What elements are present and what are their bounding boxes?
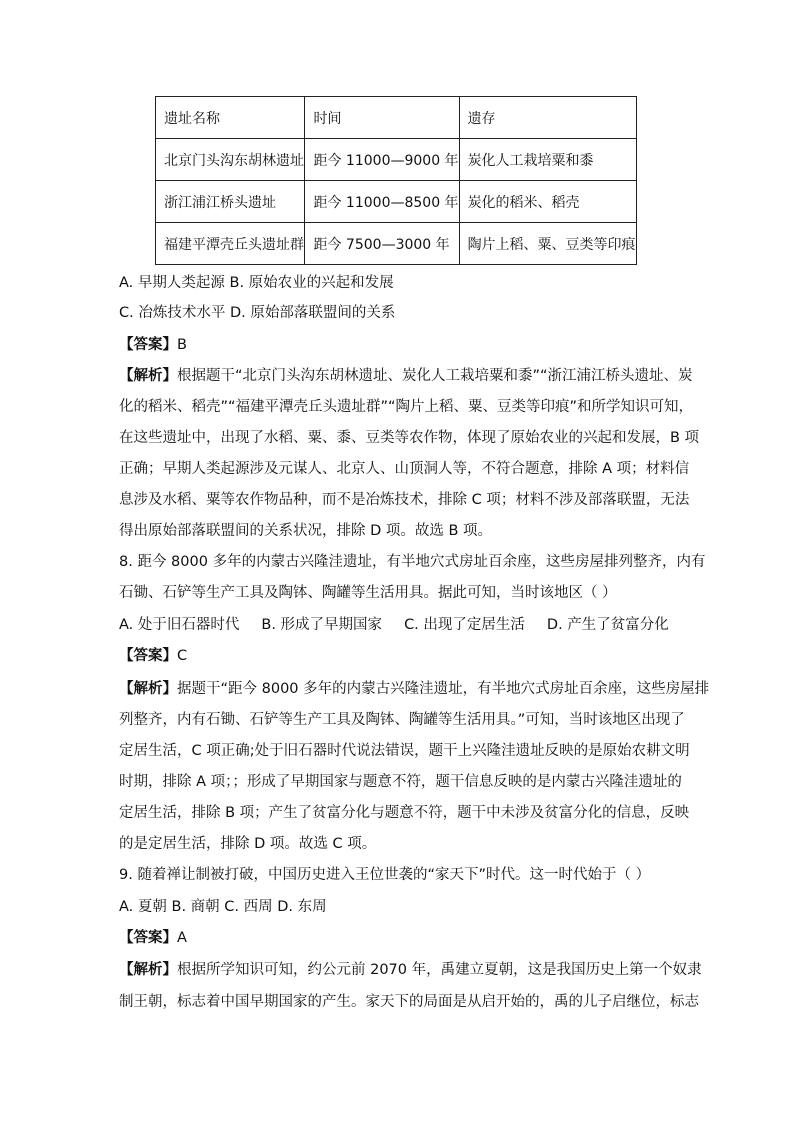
q8-answer — [119, 646, 187, 666]
table-cell: 距今 11000—9000 年 — [305, 139, 459, 181]
answer-value: B — [177, 337, 187, 353]
q7-analysis-line: 息涉及水稻、粟等农作物品种，而不是冶炼技术，排除 C 项；材料不涉及部落联盟，无法 — [119, 492, 690, 508]
q7-analysis-line: 得出原始部落联盟间的关系状况，排除 D 项。故选 B 项。 — [119, 523, 493, 539]
relics-table — [155, 96, 637, 265]
analysis-label: 【解析】 — [119, 962, 177, 978]
q7-analysis-line: 正确；早期人类起源涉及元谋人、北京人、山顶洞人等，不符合题意，排除 A 项；材料信 — [119, 461, 690, 477]
table-cell: 炭化的稻米、稻壳 — [459, 181, 636, 223]
q7-analysis-line — [119, 366, 693, 386]
q9-options: A. 夏朝 B. 商朝 C. 西周 D. 东周 — [119, 899, 327, 915]
option-a: A. 处于旧石器时代 — [119, 617, 240, 633]
table-row — [156, 181, 637, 223]
option-d: D. 产生了贫富分化 — [546, 617, 669, 633]
q8-stem-line: 石锄、石铲等生产工具及陶钵、陶罐等生活用具。据此可知，当时该地区（ ） — [119, 585, 617, 601]
option-c: C. 出现了定居生活 — [404, 617, 525, 633]
q8-analysis-line: 定居生活，C 项正确;处于旧石器时代说法错误，题干上兴隆洼遗址反映的是原始农耕文明 — [119, 743, 690, 759]
analysis-text: 据题干“距今 8000 多年的内蒙古兴隆洼遗址，有半地穴式房址百余座，这些房屋排 — [177, 681, 710, 697]
q9-analysis-line: 制王朝，标志着中国早期国家的产生。家天下的局面是从启开始的，禹的儿子启继位，标志 — [119, 994, 699, 1010]
answer-label: 【答案】 — [119, 648, 177, 664]
analysis-label: 【解析】 — [119, 368, 177, 384]
table-row — [156, 223, 637, 265]
answer-value: A — [177, 930, 187, 946]
table-cell: 北京门头沟东胡林遗址 — [156, 139, 305, 181]
table-header-row — [156, 97, 637, 139]
analysis-text: 根据所学知识可知，约公元前 2070 年，禹建立夏朝，这是我国历史上第一个奴隶 — [177, 962, 702, 978]
q7-options-line-1: A. 早期人类起源 B. 原始农业的兴起和发展 — [119, 275, 394, 291]
q8-analysis-line — [119, 679, 710, 699]
q7-analysis-line: 在这些遗址中，出现了水稻、粟、黍、豆类等农作物，体现了原始农业的兴起和发展，B 项 — [119, 430, 700, 446]
option-b: B. 形成了早期国家 — [261, 617, 383, 633]
q8-analysis-line: 定居生活，排除 B 项；产生了贫富分化与题意不符，题干中未涉及贫富分化的信息，反映 — [119, 805, 690, 821]
analysis-text: 根据题干“北京门头沟东胡林遗址、炭化人工栽培粟和黍”“浙江浦江桥头遗址、炭 — [177, 368, 693, 384]
q9-analysis-line — [119, 960, 702, 980]
q8-analysis-line: 列整齐，内有石锄、石铲等生产工具及陶钵、陶罐等生活用具。”可知，当时该地区出现了 — [119, 712, 685, 728]
table-cell: 炭化人工栽培粟和黍 — [459, 139, 636, 181]
answer-value: C — [177, 648, 188, 664]
table-cell: 陶片上稻、粟、豆类等印痕 — [459, 223, 636, 265]
table-row — [156, 139, 637, 181]
answer-label: 【答案】 — [119, 337, 177, 353]
table-header-cell: 时间 — [305, 97, 459, 139]
table-cell: 福建平潭壳丘头遗址群 — [156, 223, 305, 265]
q9-stem: 9. 随着禅让制被打破，中国历史进入王位世袭的“家天下”时代。这一时代始于（ ） — [119, 867, 651, 883]
q8-stem-line: 8. 距今 8000 多年的内蒙古兴隆洼遗址，有半地穴式房址百余座，这些房屋排列整齐，内有 — [119, 554, 706, 570]
analysis-label: 【解析】 — [119, 681, 177, 697]
table-header-cell: 遗存 — [459, 97, 636, 139]
q7-analysis-line: 化的稻米、稻壳”“福建平潭壳丘头遗址群”“陶片上稻、粟、豆类等印痕”和所学知识可知， — [119, 399, 694, 415]
table-header-cell: 遗址名称 — [156, 97, 305, 139]
table-cell: 距今 11000—8500 年 — [305, 181, 459, 223]
q8-options — [119, 615, 669, 635]
table-cell: 距今 7500—3000 年 — [305, 223, 459, 265]
q8-analysis-line: 时期，排除 A 项；；形成了早期国家与题意不符，题干信息反映的是内蒙古兴隆洼遗址的 — [119, 774, 682, 790]
q9-answer — [119, 928, 187, 948]
q7-answer — [119, 335, 187, 355]
q7-options-line-2: C. 冶炼技术水平 D. 原始部落联盟间的关系 — [119, 305, 396, 321]
answer-label: 【答案】 — [119, 930, 177, 946]
q8-analysis-line: 的是定居生活，排除 D 项。故选 C 项。 — [119, 836, 377, 852]
table-cell: 浙江浦江桥头遗址 — [156, 181, 305, 223]
